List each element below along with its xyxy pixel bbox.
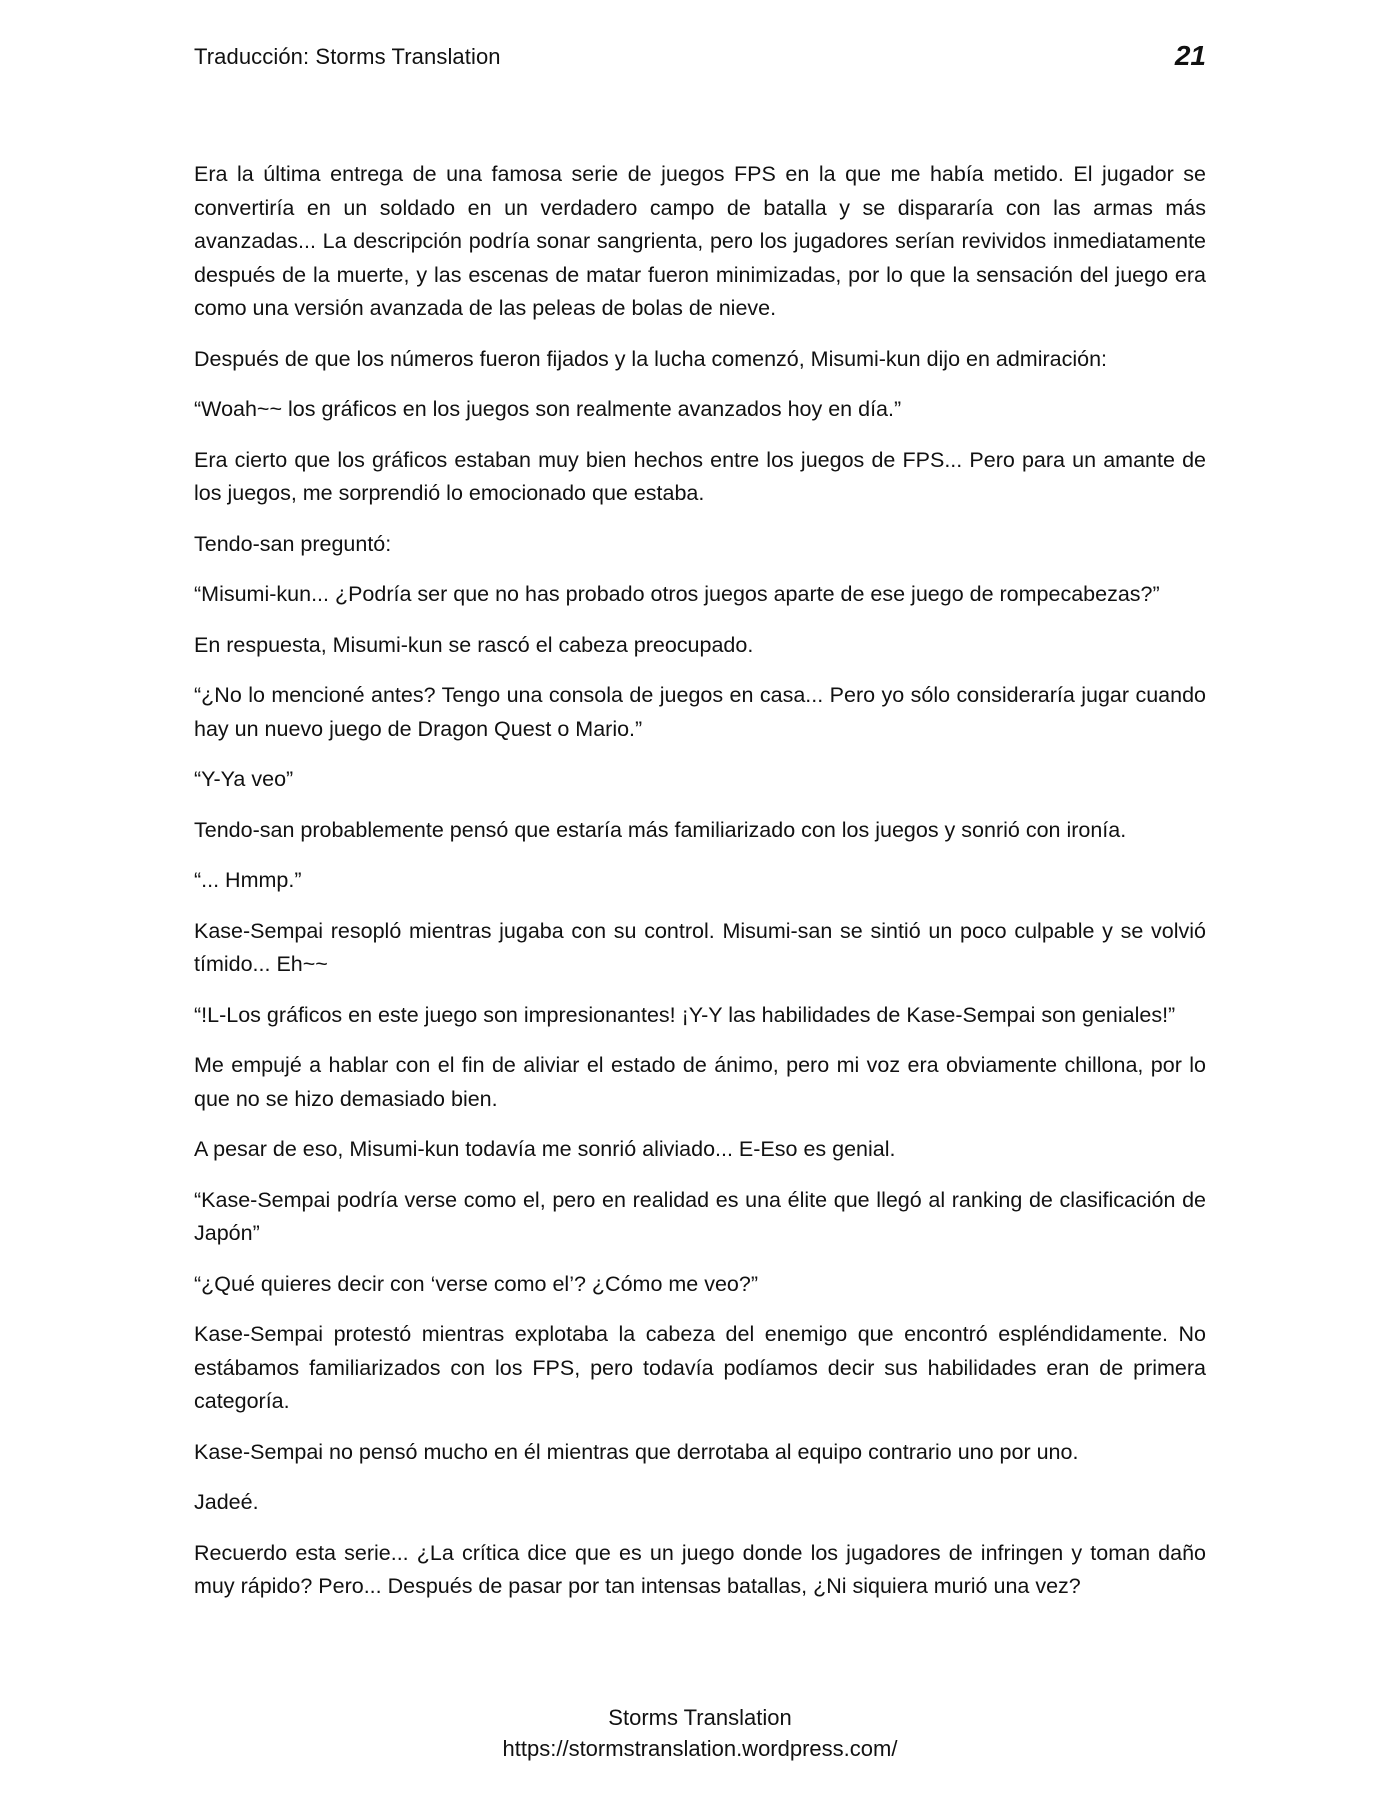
page-number: 21 (1174, 40, 1206, 71)
paragraph: “Misumi-kun... ¿Podría ser que no has probado otros juegos aparte de ese juego de rompecabezas?” (194, 582, 1160, 606)
paragraph: Kase-Sempai protestó mientras explotaba la cabeza del enemigo que encontró espléndidamente. No estábamos familiarizados con los FPS, pero todavía podíamos decir sus habilidades eran de primera categoría. (194, 1322, 1206, 1413)
paragraph: Recuerdo esta serie... ¿La crítica dice que es un juego donde los jugadores de infringen y toman daño muy rápido? Pero... Después de pasar por tan intensas batallas, ¿Ni siquiera murió una vez? (194, 1540, 1206, 1598)
paragraph: Era la última entrega de una famosa serie de juegos FPS en la que me había metido. El jugador se convertiría en un soldado en un verdadero campo de batalla y se dispararía con las armas más avanzadas... La descripción podría sonar sangrienta, pero los jugadores serían revividos inmediatamente después de la muerte, y las escenas de matar fueron minimizadas, por lo que la sensación del juego era como una versión avanzada de las peleas de bolas de nieve. (194, 162, 1206, 320)
page-header (194, 40, 1206, 80)
paragraph: Jadeé. (194, 1490, 259, 1514)
header-title: Traducción: Storms Translation (194, 44, 501, 69)
body-text (194, 158, 1206, 1621)
paragraph: A pesar de eso, Misumi-kun todavía me sonrió aliviado... E-Eso es genial. (194, 1137, 896, 1161)
paragraph: Era cierto que los gráficos estaban muy bien hechos entre los juegos de FPS... Pero para un amante de los juegos, me sorprendió lo emocionado que estaba. (194, 447, 1206, 505)
paragraph: “!L-Los gráficos en este juego son impresionantes! ¡Y-Y las habilidades de Kase-Sempai son geniales!” (194, 1002, 1176, 1027)
page-footer (0, 1702, 1400, 1764)
paragraph: Tendo-san preguntó: (194, 531, 392, 556)
paragraph: Tendo-san probablemente pensó que estaría más familiarizado con los juegos y sonrió con ironía. (194, 817, 1127, 842)
paragraph: Kase-Sempai resopló mientras jugaba con su control. Misumi-san se sintió un poco culpable y se volvió tímido... Eh~~ (194, 918, 1206, 976)
paragraph: “¿No lo mencioné antes? Tengo una consola de juegos en casa... Pero yo sólo consideraría jugar cuando hay un nuevo juego de Dragon Quest o Mario.” (194, 683, 1206, 741)
paragraph: “Woah~~ los gráficos en los juegos son realmente avanzados hoy en día.” (194, 397, 902, 421)
footer-url: https://stormstranslation.wordpress.com/ (502, 1736, 898, 1761)
footer-credit: Storms Translation (608, 1705, 792, 1730)
paragraph: “Y-Ya veo” (194, 767, 294, 791)
paragraph: “... Hmmp.” (194, 868, 302, 892)
paragraph: Me empujé a hablar con el fin de aliviar el estado de ánimo, pero mi voz era obviamente chillona, por lo que no se hizo demasiado bien. (194, 1053, 1206, 1111)
paragraph: En respuesta, Misumi-kun se rascó el cabeza preocupado. (194, 632, 754, 657)
paragraph: “¿Qué quieres decir con ‘verse como el’? ¿Cómo me veo?” (194, 1271, 758, 1296)
paragraph: Kase-Sempai no pensó mucho en él mientras que derrotaba al equipo contrario uno por uno. (194, 1439, 1079, 1464)
paragraph: Después de que los números fueron fijados y la lucha comenzó, Misumi-kun dijo en admiración: (194, 346, 1108, 371)
paragraph: “Kase-Sempai podría verse como el, pero en realidad es una élite que llegó al ranking de clasificación de Japón” (194, 1187, 1206, 1245)
